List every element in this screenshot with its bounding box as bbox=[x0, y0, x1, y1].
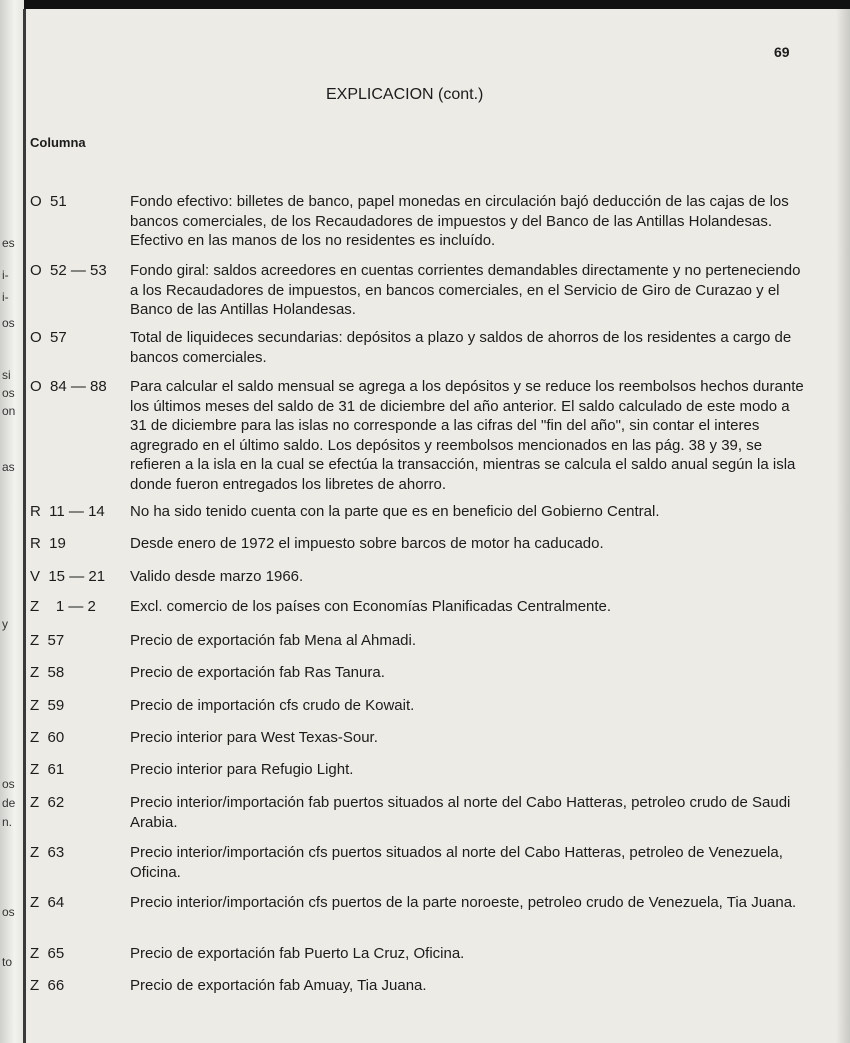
margin-fragment: os bbox=[2, 777, 15, 791]
explanation-text: Precio interior para Refugio Light. bbox=[130, 761, 354, 778]
page-gutter-line bbox=[23, 9, 26, 1043]
explanation-text: Precio de exportación fab Ras Tanura. bbox=[130, 664, 385, 681]
page-number: 69 bbox=[774, 44, 790, 60]
explanation-text: Para calcular el saldo mensual se agrega a los depósitos y se reduce los reembolsos hechos durante los últimos meses del saldo de 31 de diciembre del año anterior. El saldo calculado de este modo a 31 de diciembre para las islas no corresponde a las cifras del "fin del año", sin contar el interes agregrado en el último saldo. Los depósitos y reembolsos mencionados en las pág. 38 y 39, se refieren a la isla en la cual se efectúa la transacción, mientras se calcula el saldo anual según la isla donde fueron entregados los libretes de ahorro. bbox=[130, 378, 804, 493]
column-code: Z 59 bbox=[30, 697, 65, 714]
list-item bbox=[30, 793, 810, 832]
column-code: O 51 bbox=[30, 193, 67, 210]
margin-fragment: i- bbox=[2, 290, 9, 304]
margin-fragment: as bbox=[2, 460, 15, 474]
column-code: O 57 bbox=[30, 329, 67, 346]
list-item bbox=[30, 944, 810, 964]
column-code: Z 63 bbox=[30, 844, 65, 861]
adjacent-page-edge bbox=[0, 0, 24, 1043]
list-item bbox=[30, 696, 810, 716]
list-item bbox=[30, 843, 810, 882]
column-code: R 11 — 14 bbox=[30, 503, 105, 520]
list-item bbox=[30, 192, 810, 251]
list-item bbox=[30, 893, 810, 913]
margin-fragment: on bbox=[2, 404, 16, 418]
scan-top-border bbox=[0, 0, 850, 9]
column-code: Z 61 bbox=[30, 761, 65, 778]
column-code: Z 62 bbox=[30, 794, 65, 811]
column-header: Columna bbox=[30, 135, 86, 150]
margin-fragment: es bbox=[2, 236, 15, 250]
margin-fragment: os bbox=[2, 386, 15, 400]
column-code: R 19 bbox=[30, 535, 66, 552]
column-code: O 84 — 88 bbox=[30, 378, 107, 395]
explanation-text: Fondo giral: saldos acreedores en cuentas corrientes demandables directamente y no perteneciendo a los Recaudadores de impuestos, en bancos comerciales, en el Servicio de Giro de Curazao y el Banco de las Antillas Holandesas. bbox=[130, 262, 801, 318]
list-item bbox=[30, 377, 810, 494]
column-code: V 15 — 21 bbox=[30, 568, 106, 585]
margin-fragment: os bbox=[2, 316, 15, 330]
margin-fragment: n. bbox=[2, 815, 13, 829]
list-item bbox=[30, 502, 810, 522]
column-code: Z 1 — 2 bbox=[30, 598, 96, 615]
margin-fragment: y bbox=[2, 617, 8, 631]
list-item bbox=[30, 631, 810, 651]
explanation-text: No ha sido tenido cuenta con la parte que es en beneficio del Gobierno Central. bbox=[130, 503, 660, 520]
margin-fragment: i- bbox=[2, 268, 9, 282]
list-item bbox=[30, 534, 810, 554]
explanation-text: Precio interior para West Texas-Sour. bbox=[130, 729, 378, 746]
explanation-text: Excl. comercio de los países con Economías Planificadas Centralmente. bbox=[130, 598, 612, 615]
list-item bbox=[30, 567, 810, 587]
explanation-text: Precio de importación cfs crudo de Kowait. bbox=[130, 697, 415, 714]
margin-fragment: si bbox=[2, 368, 11, 382]
explanation-text: Total de liquideces secundarias: depósitos a plazo y saldos de ahorros de los residentes a cargo de bancos comerciales. bbox=[130, 329, 792, 366]
explanation-text: Precio interior/importación cfs puertos situados al norte del Cabo Hatteras, petroleo de Venezuela, Oficina. bbox=[130, 844, 783, 881]
list-item bbox=[30, 597, 810, 617]
margin-fragment: os bbox=[2, 905, 15, 919]
list-item bbox=[30, 760, 810, 780]
explanation-text: Precio de exportación fab Mena al Ahmadi. bbox=[130, 632, 417, 649]
column-code: Z 64 bbox=[30, 894, 65, 911]
explanation-text: Desde enero de 1972 el impuesto sobre barcos de motor ha caducado. bbox=[130, 535, 604, 552]
column-code: Z 65 bbox=[30, 945, 65, 962]
margin-fragment: to bbox=[2, 955, 13, 969]
scan-right-edge bbox=[836, 9, 850, 1043]
explanation-text: Valido desde marzo 1966. bbox=[130, 568, 304, 585]
list-item bbox=[30, 328, 810, 367]
column-code: Z 66 bbox=[30, 977, 65, 994]
column-code: O 52 — 53 bbox=[30, 262, 107, 279]
column-code: Z 60 bbox=[30, 729, 65, 746]
list-item bbox=[30, 728, 810, 748]
margin-fragment: de bbox=[2, 796, 16, 810]
list-item bbox=[30, 663, 810, 683]
list-item bbox=[30, 976, 810, 996]
list-item bbox=[30, 261, 810, 320]
column-code: Z 58 bbox=[30, 664, 65, 681]
explanation-text: Fondo efectivo: billetes de banco, papel monedas en circulación bajó deducción de las cajas de los bancos comerciales, de los Recaudadores de impuestos y del Banco de las Antillas Holandesas. Efectivo en las manos de los no residentes es incluído. bbox=[130, 193, 789, 249]
column-code: Z 57 bbox=[30, 632, 65, 649]
page-title: EXPLICACION (cont.) bbox=[326, 86, 484, 103]
explanation-text: Precio de exportación fab Amuay, Tia Juana. bbox=[130, 977, 427, 994]
explanation-text: Precio de exportación fab Puerto La Cruz, Oficina. bbox=[130, 945, 465, 962]
explanation-text: Precio interior/importación cfs puertos de la parte noroeste, petroleo crudo de Venezuela, Tia Juana. bbox=[130, 894, 797, 911]
explanation-text: Precio interior/importación fab puertos situados al norte del Cabo Hatteras, petroleo crudo de Saudi Arabia. bbox=[130, 794, 791, 831]
